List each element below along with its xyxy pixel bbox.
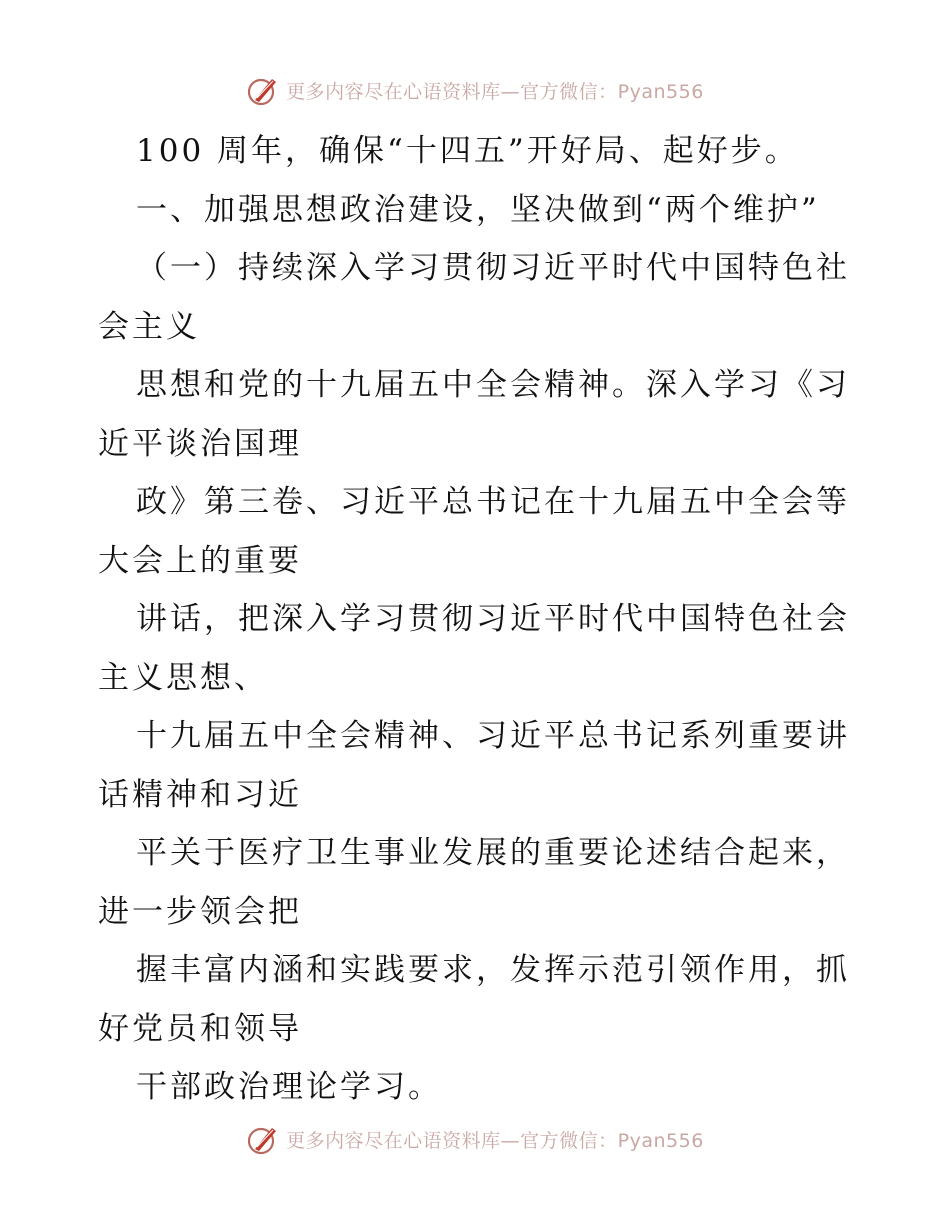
document-body (98, 122, 858, 1117)
text-line: 思想和党的十九届五中全会精神。深入学习《习 (136, 367, 850, 403)
quill-pen-logo-icon (246, 73, 280, 107)
text-line: 平关于医疗卫生事业发展的重要论述结合起来， (136, 835, 850, 871)
section-heading: 一、加强思想政治建设，坚决做到“两个维护” (136, 191, 820, 228)
text-line: 握丰富内涵和实践要求，发挥示范引领作用，抓 (136, 952, 850, 988)
text-line: 进一步领会把 (98, 893, 302, 930)
header-watermark-text: 更多内容尽在心语资料库—官方微信：Pyan556 (286, 80, 704, 103)
text-line: 政》第三卷、习近平总书记在十九届五中全会等 (136, 484, 850, 520)
text-line: 十九届五中全会精神、习近平总书记系列重要讲 (136, 718, 850, 754)
text-line: 主义思想、 (98, 659, 268, 696)
header-watermark (0, 70, 950, 110)
text-line: 讲话，把深入学习贯彻习近平时代中国特色社会 (136, 601, 850, 637)
text-line: 近平谈治国理 (98, 425, 302, 462)
text-line: 干部政治理论学习。 (136, 1069, 442, 1105)
footer-watermark (0, 1119, 950, 1159)
text-line: 会主义 (98, 308, 200, 345)
subsection-heading: （一）持续深入学习贯彻习近平时代中国特色社 (136, 250, 850, 286)
quill-pen-logo-icon (246, 1122, 280, 1156)
text-line: 100 周年，确保“十四五”开好局、起好步。 (136, 133, 799, 169)
text-line: 大会上的重要 (98, 542, 302, 579)
footer-watermark-text: 更多内容尽在心语资料库—官方微信：Pyan556 (286, 1129, 704, 1152)
text-line: 话精神和习近 (98, 776, 302, 813)
text-line: 好党员和领导 (98, 1010, 302, 1047)
